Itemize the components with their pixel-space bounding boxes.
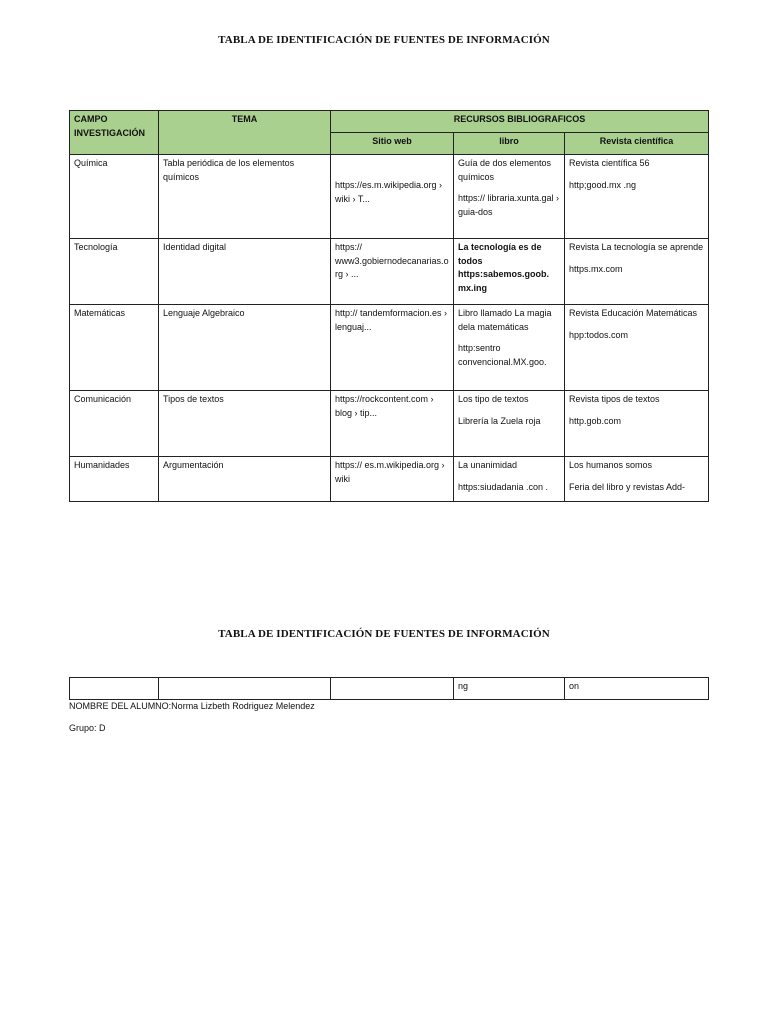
- cell-revista: [565, 391, 709, 457]
- cell-revista: [565, 457, 709, 502]
- libro-line: Los tipo de textos: [458, 394, 529, 404]
- table-row: [70, 155, 709, 239]
- libro-line: La unanimidad: [458, 460, 518, 470]
- table-row: [70, 391, 709, 457]
- revista-line: Feria del libro y revistas Add-: [569, 481, 686, 492]
- libro-line: http:sentro convencional.MX.goo.: [458, 343, 547, 367]
- libro-line: https:siudadania .con .: [458, 481, 549, 492]
- cell-sitio: [331, 155, 454, 239]
- cell-tema: [159, 678, 331, 700]
- cell-libro: [454, 391, 565, 457]
- cell-sitio: https://rockcontent.com › blog › tip...: [331, 391, 454, 457]
- cell-sitio: https:// es.m.wikipedia.org › wiki: [331, 457, 454, 502]
- cell-revista: [565, 239, 709, 305]
- cell-libro: La tecnología es de todos https:sabemos.goob. mx.ing: [454, 239, 565, 305]
- cell-campo: Humanidades: [70, 457, 159, 502]
- cell-campo: Tecnología: [70, 239, 159, 305]
- revista-line: http.gob.com: [569, 415, 622, 426]
- libro-line: https:// libraria.xunta.gal › guia-dos: [458, 193, 560, 217]
- cell-tema: Tabla periódica de los elementos químicos: [159, 155, 331, 239]
- cell-libro: [454, 457, 565, 502]
- revista-line: Revista tipos de textos: [569, 394, 660, 404]
- libro-line: Guía de dos elementos químicos: [458, 158, 552, 182]
- cell-sitio: [331, 678, 454, 700]
- header-tema: TEMA: [159, 111, 331, 155]
- header-recursos: RECURSOS BIBLIOGRAFICOS: [331, 111, 709, 133]
- cell-tema: Lenguaje Algebraico: [159, 305, 331, 391]
- table-row: [70, 305, 709, 391]
- libro-line: Libro llamado La magia dela matemáticas: [458, 308, 552, 332]
- revista-line: hpp:todos.com: [569, 329, 629, 340]
- header-sitio-web: Sitio web: [331, 133, 454, 155]
- cell-tema: Identidad digital: [159, 239, 331, 305]
- cell-sitio: http:// tandemformacion.es › lenguaj...: [331, 305, 454, 391]
- sources-table: [69, 110, 709, 502]
- student-name: NOMBRE DEL ALUMNO:Norma Lizbeth Rodriguez Melendez: [69, 701, 315, 711]
- revista-line: https.mx.com: [569, 263, 623, 274]
- header-campo: CAMPO INVESTIGACIÓN: [70, 111, 159, 155]
- revista-line: Revista científica 56: [569, 158, 650, 168]
- revista-line: http;good.mx .ng: [569, 179, 637, 190]
- header-revista: Revista científica: [565, 133, 709, 155]
- cell-tema: Tipos de textos: [159, 391, 331, 457]
- cell-sitio: https:// www3.gobiernodecanarias.org › ...: [331, 239, 454, 305]
- continuation-table: [69, 677, 709, 700]
- cell-tema: Argumentación: [159, 457, 331, 502]
- cell-libro: [454, 305, 565, 391]
- sitio-text: https://es.m.wikipedia.org › wiki › T...: [335, 180, 443, 204]
- cell-revista: [565, 155, 709, 239]
- cell-libro: [454, 155, 565, 239]
- table-row: [70, 239, 709, 305]
- cell-libro: ng: [454, 678, 565, 700]
- table-row: [70, 678, 709, 700]
- revista-line: Los humanos somos: [569, 460, 653, 470]
- cell-campo: [70, 678, 159, 700]
- libro-line: Librería la Zuela roja: [458, 415, 541, 426]
- revista-line: Revista La tecnología se aprende: [569, 242, 704, 252]
- document-title-repeat: TABLA DE IDENTIFICACIÓN DE FUENTES DE INFORMACIÓN: [218, 628, 550, 640]
- cell-campo: Química: [70, 155, 159, 239]
- cell-campo: Comunicación: [70, 391, 159, 457]
- cell-revista: on: [565, 678, 709, 700]
- header-libro: libro: [454, 133, 565, 155]
- revista-line: Revista Educación Matemáticas: [569, 308, 698, 318]
- cell-revista: [565, 305, 709, 391]
- table-row: [70, 457, 709, 502]
- cell-campo: Matemáticas: [70, 305, 159, 391]
- document-title: TABLA DE IDENTIFICACIÓN DE FUENTES DE INFORMACIÓN: [218, 34, 550, 46]
- group-label: Grupo: D: [69, 723, 106, 733]
